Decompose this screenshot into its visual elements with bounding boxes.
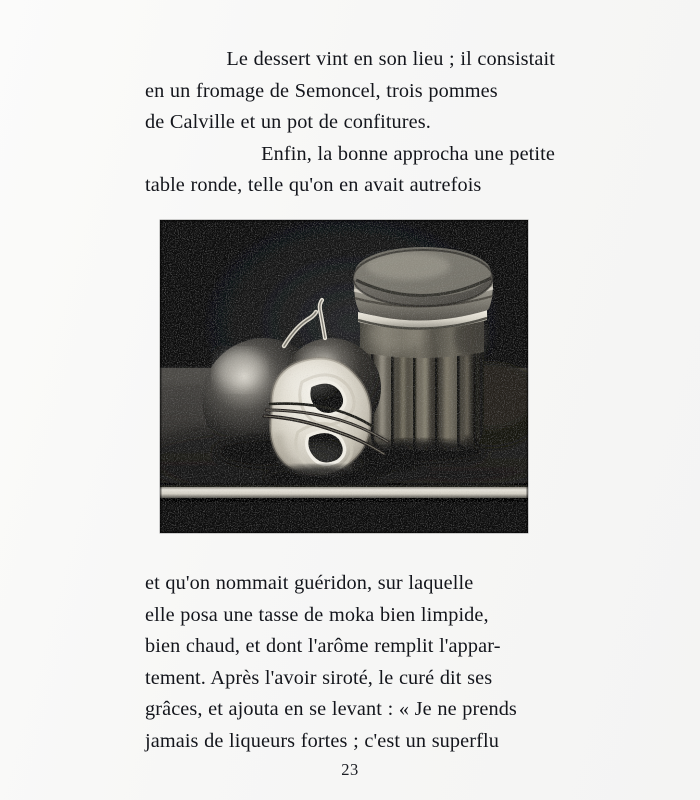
text-line [145,139,555,171]
text-line: bien chaud, et dont l'arôme remplit l'appar- [145,635,501,658]
bottom-text-block [145,568,555,758]
text-line: en un fromage de Semoncel, trois pommes [145,79,498,102]
top-text-block [145,44,555,202]
text-line: de Calville et un pot de confitures. [145,111,431,134]
text-line: table ronde, telle qu'on en avait autrefois [145,174,482,197]
text-line: grâces, et ajouta en se levant : « Je ne prends [145,698,517,721]
first-line-indent [145,44,178,76]
page-number: 23 [341,760,359,779]
still-life-illustration [160,220,528,533]
text-line-content: Le dessert vint en son lieu ; il consistait [226,48,555,70]
illustration-artwork [160,220,528,533]
paragraph-dessert [145,44,555,139]
paragraph-enfin [145,139,555,202]
paragraph-gueridon [145,568,555,758]
first-line-indent [145,139,178,171]
text-line: jamais de liqueurs fortes ; c'est un superflu [145,729,499,752]
text-line-content: Enfin, la bonne approcha une petite [261,142,555,165]
text-line: elle posa une tasse de moka bien limpide, [145,603,489,626]
text-line: tement. Après l'avoir siroté, le curé dit ses [145,666,493,689]
text-line: et qu'on nommait guéridon, sur laquelle [145,572,474,594]
text-line [145,44,555,76]
